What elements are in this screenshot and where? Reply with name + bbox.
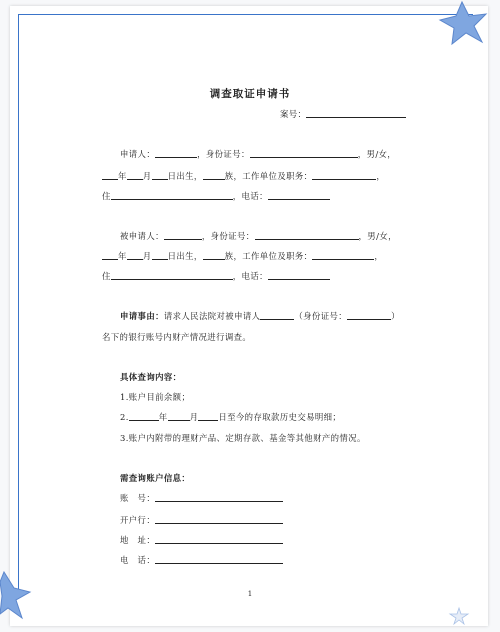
address-blank[interactable] [155,534,283,544]
respondent-row-1: 被申请人： ，身份证号： ，男/女， [120,231,397,241]
reason-line-1: 申请事由：请求人民法院对被申请人 （身份证号： ） [120,311,400,321]
applicant-id-blank[interactable] [250,148,358,158]
applicant-row-1: 申请人： ，身份证号： ，男/女， [120,149,397,159]
respondent-name-blank[interactable] [164,230,202,240]
bank-row: 开户行： [120,514,283,526]
respondent-row-3: 住 ，电话： [102,270,330,282]
reason-label: 申请事由： [120,311,164,321]
applicant-year-blank[interactable] [102,170,118,180]
applicant-month-blank[interactable] [127,170,143,180]
applicant-ethnicity-blank[interactable] [203,170,225,180]
document-title: 调查取证申请书 [209,88,291,100]
case-number: 案号： [280,108,406,120]
bank-blank[interactable] [155,514,283,524]
query-heading: 具体查询内容： [120,372,182,382]
top-border-line [18,14,473,15]
applicant-name-blank[interactable] [155,148,197,158]
respondent-ethnicity-blank[interactable] [203,250,225,260]
reason-name-blank[interactable] [260,310,294,320]
respondent-job-blank[interactable] [312,250,374,260]
star-top-right-icon [432,0,496,50]
respondent-row-2: 年 月 日出生， 族，工作单位及职务： ， [102,250,383,262]
query-item-3: 3.账户内附带的理财产品、定期存款、基金等其他财产的情况。 [120,433,366,443]
respondent-year-blank[interactable] [102,250,118,260]
phone-row: 电 话： [120,554,283,566]
address-row: 地 址： [120,534,283,546]
respondent-address-blank[interactable] [111,270,233,280]
reason-id-blank[interactable] [347,310,391,320]
query-month-blank[interactable] [168,411,190,421]
page-number: 1 [247,590,253,598]
applicant-address-blank[interactable] [111,190,233,200]
respondent-phone-blank[interactable] [268,270,330,280]
respondent-id-blank[interactable] [255,230,359,240]
query-year-blank[interactable] [129,411,159,421]
left-border-line [18,14,19,594]
query-day-blank[interactable] [198,411,218,421]
case-number-blank[interactable] [306,108,406,118]
reason-line-2: 名下的银行账号内财产情况进行调查。 [102,332,252,342]
applicant-row-3: 住 ，电话： [102,190,330,202]
applicant-phone-blank[interactable] [268,190,330,200]
account-number-blank[interactable] [155,492,283,502]
query-item-2: 2. 年 月 日至今的存取款历史交易明细； [120,412,342,422]
respondent-month-blank[interactable] [127,250,143,260]
phone-blank[interactable] [155,554,283,564]
applicant-row-2: 年 月 日出生， 族，工作单位及职务： ， [102,170,385,182]
query-item-1: 1.账户目前余额； [120,392,191,402]
star-bottom-right-icon [448,606,470,626]
account-heading: 需查询账户信息： [120,473,191,483]
applicant-day-blank[interactable] [152,170,168,180]
account-number-row: 账 号： [120,492,283,504]
respondent-day-blank[interactable] [152,250,168,260]
applicant-job-blank[interactable] [312,170,376,180]
